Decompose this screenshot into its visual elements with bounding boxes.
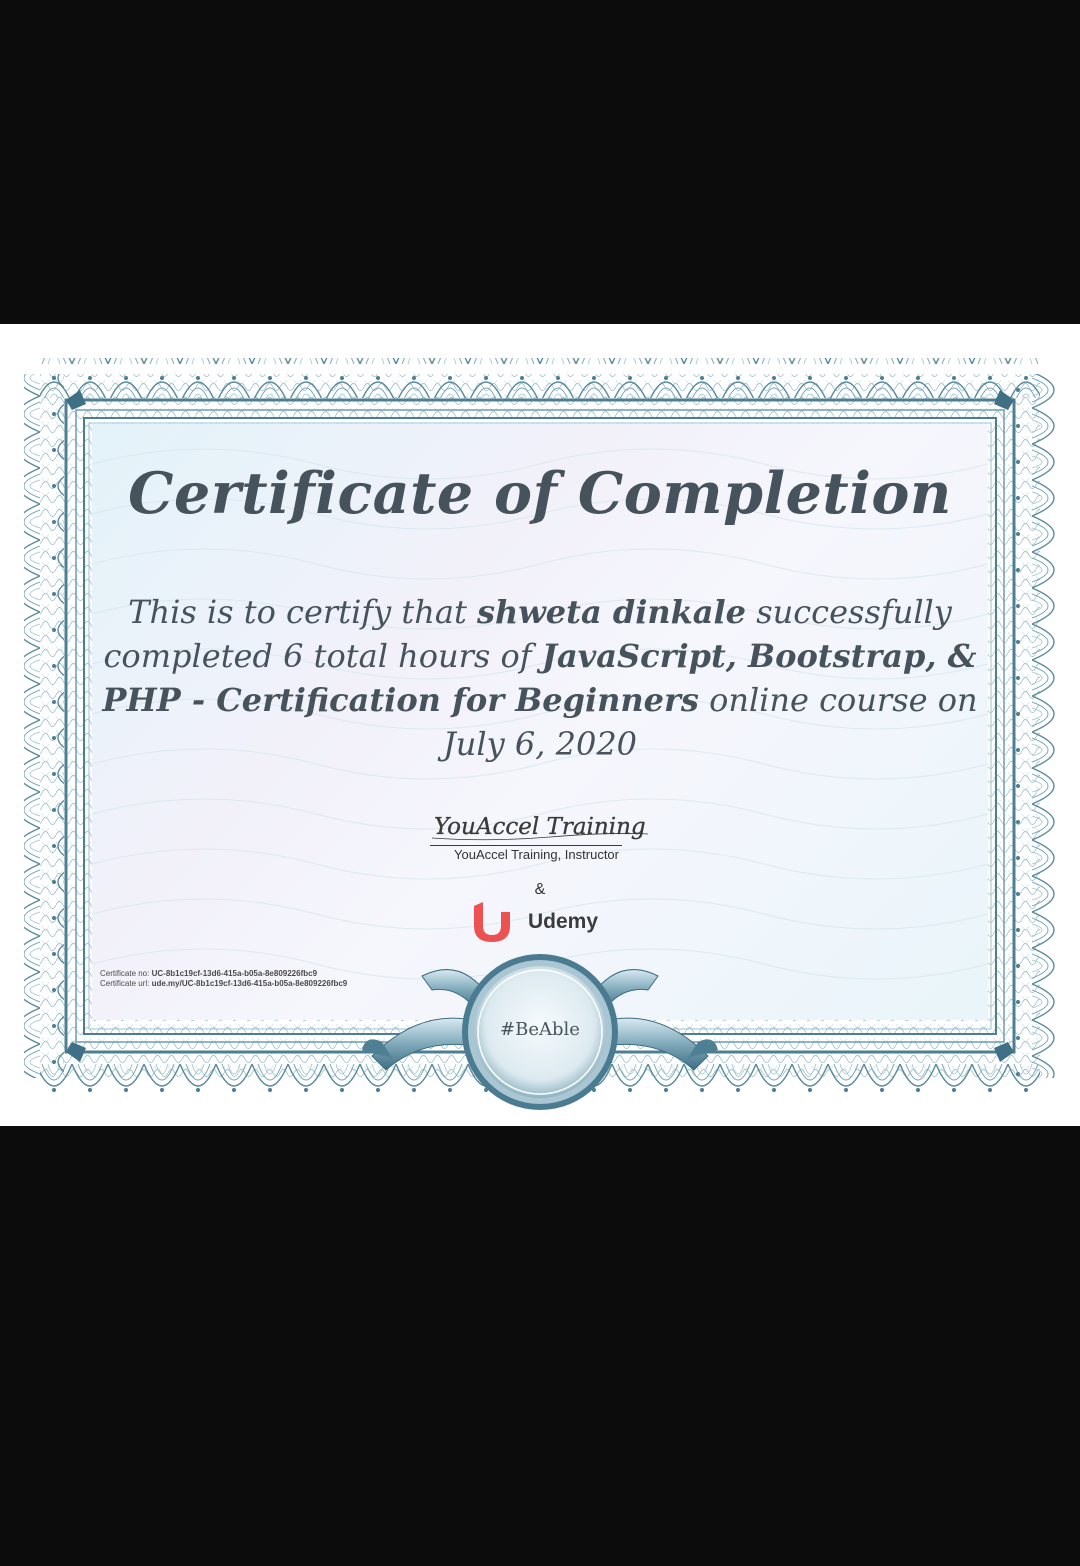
cert-url-value: ude.my/UC-8b1c19cf-13d6-415a-b05a-8e809226fbc9 <box>151 979 348 988</box>
certificate-statement <box>100 590 980 766</box>
cert-url-label: Certificate url: <box>100 979 150 988</box>
certificate-url <box>100 979 347 989</box>
completion-date: July 6, 2020 <box>442 725 638 763</box>
cert-no-value: UC-8b1c19cf-13d6-415a-b05a-8e809226fbc9 <box>151 969 318 978</box>
completed-text: successfully completed <box>103 593 952 675</box>
certificate-number <box>100 969 347 979</box>
date-prefix: on <box>937 681 978 719</box>
signature-line <box>430 845 622 846</box>
instructor-name: YouAccel Training, Instructor <box>454 847 619 862</box>
intro-text: This is to certify that <box>128 593 467 631</box>
hours-text: 6 total hours of <box>283 637 532 675</box>
udemy-u-logo-icon <box>470 902 522 942</box>
platform-name: Udemy <box>528 910 599 933</box>
course-suffix: online course <box>709 681 928 719</box>
recipient-name: shweta dinkale <box>476 593 747 631</box>
signature-text: YouAccel Training <box>434 814 646 840</box>
certificate <box>0 324 1080 1126</box>
instructor-signature <box>430 804 652 844</box>
course-name: JavaScript, Bootstrap, & PHP - Certification for Beginners <box>102 637 977 719</box>
cert-no-label: Certificate no: <box>100 969 150 978</box>
certificate-title: Certificate of Completion <box>128 460 952 527</box>
certificate-details <box>100 969 347 989</box>
ampersand: & <box>534 881 546 898</box>
udemy-brand <box>470 902 598 942</box>
hashtag-text: #BeAble <box>500 1019 580 1040</box>
